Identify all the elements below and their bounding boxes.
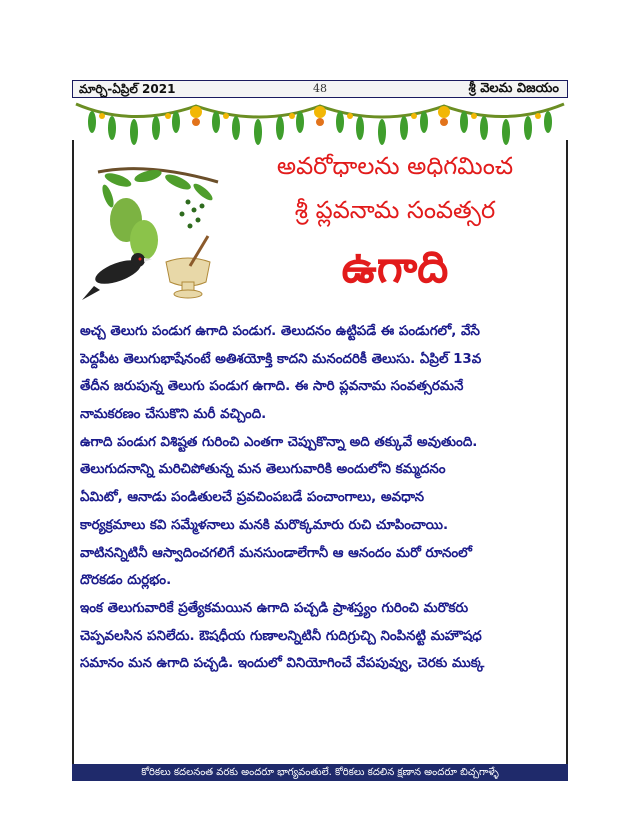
body-line: తెలుగుదనాన్ని మరిచిపోతున్న మన తెలుగువారికి అందులోని కమ్మదనం	[80, 462, 446, 478]
body-line: తేదీన జరుపున్న తెలుగు పండుగ ఉగాది. ఈ సారి ప్లవనామ సంవత్సరమనే	[80, 379, 464, 395]
body-line: దొరకడం దుర్లభం.	[80, 573, 172, 589]
body-line: వాటినన్నిటినీ ఆస్వాదించగలిగే మనసుండాలేగానీ ఆ ఆనందం మరో రూనంలో	[80, 545, 472, 561]
mango-icon	[110, 198, 158, 260]
pot-icon	[166, 236, 210, 298]
article-body	[80, 318, 562, 678]
page-number: 48	[313, 82, 327, 95]
body-line: కార్యక్రమాలు కవి సమ్మేళనాలు మనకి మరొక్కమారు రుచి చూపించాయి.	[80, 517, 449, 533]
title-ugadi: ఉగాది	[341, 242, 449, 293]
magazine-name: శ్రీ వెలమ విజయం	[468, 81, 559, 96]
body-line: ఏమిటో, ఆనాడు పండితులచే ప్రవచింపబడే పంచాంగాలు, అవధాన	[80, 490, 425, 506]
body-line: పెద్దపీట తెలుగుభాషేనంటే అతిశయోక్తి కాదని మనందరికీ తెలుసు. ఏప్రిల్ 13వ	[80, 351, 482, 367]
body-line: చెప్పవలసిన పనిలేదు. ఔషధీయ గుణాలన్నిటినీ గుదిగ్రుచ్చి నింపినట్టి మహౌషధ	[80, 628, 482, 644]
body-line: ఉగాది పండుగ విశిష్టత గురించి ఎంతగా చెప్పుకొన్నా అది తక్కువే అవుతుంది.	[80, 434, 478, 450]
body-line: ఇంక తెలుగువారికే ప్రత్యేకమయిన ఉగాది పచ్చడి ప్రాశస్త్యం గురించి మరొకరు	[80, 600, 469, 616]
body-line: సమానం మన ఉగాది పచ్చడి. ఇందులో వినియోగించే వేపపువ్వు, చెరకు ముక్క	[80, 656, 485, 672]
body-line: నామకరణం చేసుకొని మరీ వచ్చింది.	[80, 407, 267, 423]
footer-quote: కోరికలు కదలనంత వరకు అందరూ భాగ్యవంతులే. కోరికలు కదలిన క్షణాన అందరూ బిచ్చగాళ్ళే	[72, 764, 568, 781]
header-bar	[72, 80, 568, 98]
body-line: అచ్చ తెలుగు పండుగ ఉగాది పండుగ. తెలుదనం ఉట్టిపడే ఈ పండుగలో, వేసే	[80, 324, 480, 339]
title-line-2: శ్రీ ప్లవనామ సంవత్సర	[294, 196, 496, 224]
ugadi-illustration	[78, 162, 228, 312]
koel-bird-icon	[82, 253, 152, 300]
title-line-1: అవరోధాలను అధిగమించ	[276, 152, 514, 180]
issue-date: మార్చి-ఏప్రిల్ 2021	[79, 82, 176, 96]
